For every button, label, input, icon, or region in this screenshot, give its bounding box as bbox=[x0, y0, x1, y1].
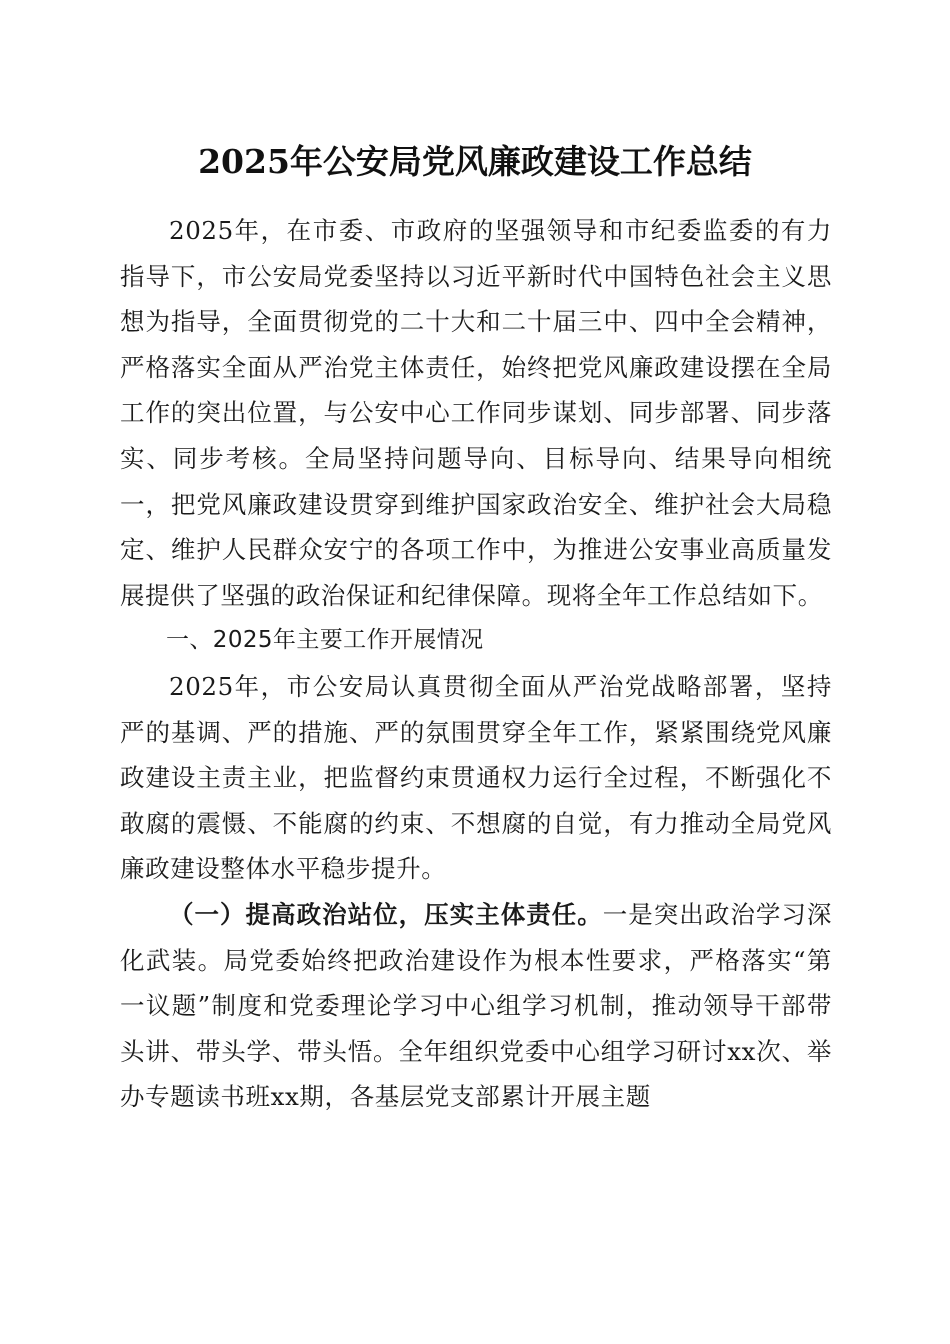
document-title: 2025年公安局党风廉政建设工作总结 bbox=[198, 142, 752, 181]
subsection-text: 一是突出政治学习深化武装。局党委始终把政治建设作为根本性要求，严格落实“第一议题”制度和党委理论学习中心组学习机制，推动领导干部带头讲、带头学、带头悟。全年组织党委中心组学习研讨xx次、举办专题读书班xx期，各基层党支部累计开展主题 bbox=[120, 899, 832, 1112]
section-heading: 一、2025年主要工作开展情况 bbox=[166, 627, 484, 654]
subsection-paragraph bbox=[120, 892, 832, 1120]
document-body bbox=[120, 208, 832, 1120]
intro-paragraph: 2025年，在市委、市政府的坚强领导和市纪委监委的有力指导下，市公安局党委坚持以习近平新时代中国特色社会主义思想为指导，全面贯彻党的二十大和二十届三中、四中全会精神，严格落实全面从严治党主体责任，始终把党风廉政建设摆在全局工作的突出位置，与公安中心工作同步谋划、同步部署、同步落实、同步考核。全局坚持问题导向、目标导向、结果导向相统一，把党风廉政建设贯穿到维护国家政治安全、维护社会大局稳定、维护人民群众安宁的各项工作中，为推进公安事业高质量发展提供了坚强的政治保证和纪律保障。现将全年工作总结如下。 bbox=[120, 216, 832, 610]
subsection-lead: （一）提高政治站位，压实主体责任。 bbox=[169, 899, 603, 929]
section-paragraph: 2025年，市公安局认真贯彻全面从严治党战略部署，坚持严的基调、严的措施、严的氛围贯穿全年工作，紧紧围绕党风廉政建设主责主业，把监督约束贯通权力运行全过程，不断强化不敢腐的震慑、不能腐的约束、不想腐的自觉，有力推动全局党风廉政建设整体水平稳步提升。 bbox=[120, 671, 832, 884]
